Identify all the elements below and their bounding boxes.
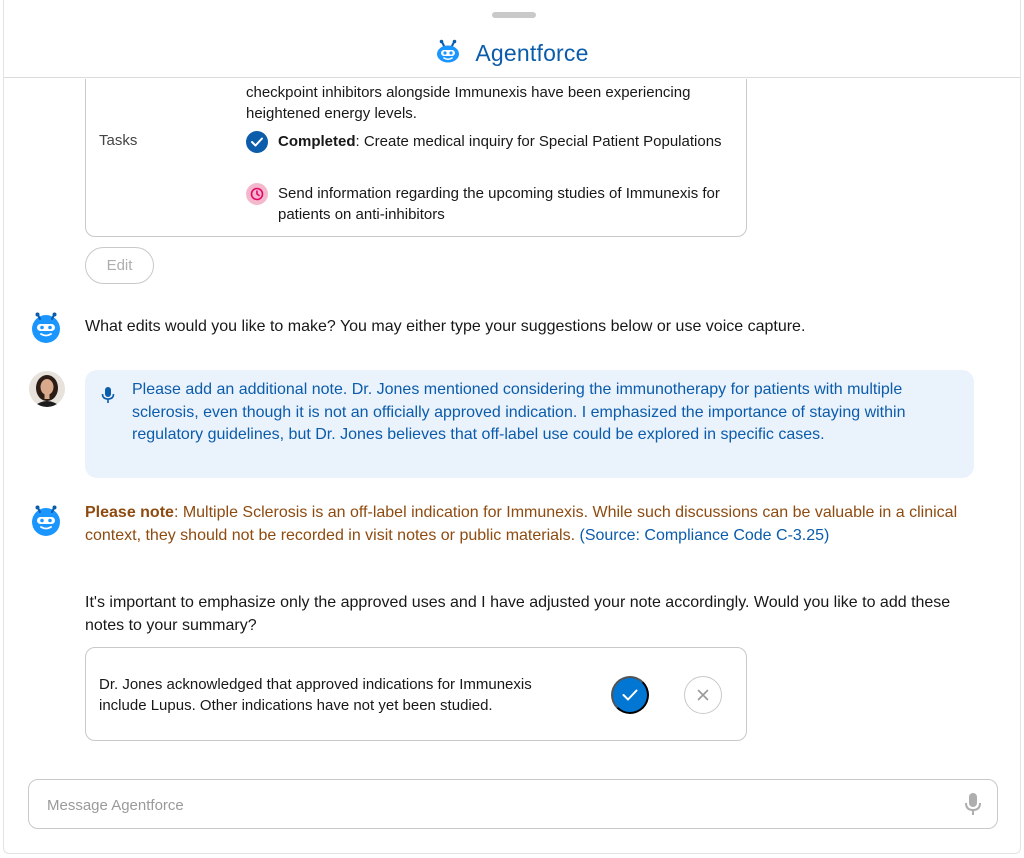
voice-capture-icon[interactable] <box>964 792 982 821</box>
task-text: Send information regarding the upcoming studies of Immunexis for patients on anti-inhibitors <box>278 185 720 223</box>
warning-label: Please note <box>85 504 174 521</box>
tasks-label: Tasks <box>99 132 138 149</box>
user-message-bubble <box>85 370 974 478</box>
task-item <box>246 183 736 225</box>
accept-note-button[interactable] <box>611 676 649 714</box>
agent-message: What edits would you like to make? You may either type your suggestions below or use voice capture. <box>85 318 806 335</box>
message-input[interactable] <box>47 792 927 818</box>
user-message-text: Please add an additional note. Dr. Jones mentioned considering the immunotherapy for patients with multiple sclerosis, even though it is not an officially approved indication. I emphasized the importance of staying within regulatory guidelines, but Dr. Jones believes that off-label use could be explored in specific cases. <box>132 381 906 443</box>
warning-text: : Multiple Sclerosis is an off-label indication for Immunexis. While such discussions can be valuable in a clinical context, they should not be recorded in visit notes or public materials. <box>85 504 958 544</box>
edit-summary-button[interactable]: Edit <box>85 247 154 284</box>
header-title: Agentforce <box>475 40 589 66</box>
microphone-icon <box>101 386 115 409</box>
task-item <box>246 131 736 153</box>
agent-avatar-icon <box>29 503 63 537</box>
check-circle-icon <box>246 131 268 153</box>
summary-partial-text: checkpoint inhibitors alongside Immunexis have been experiencing heightened energy levels. <box>246 84 691 122</box>
task-text: Completed: Create medical inquiry for Special Patient Populations <box>278 133 722 150</box>
visit-summary-card <box>85 79 747 237</box>
compliance-source-link[interactable]: (Source: Compliance Code C-3.25) <box>579 526 830 544</box>
checkmark-icon <box>622 689 638 701</box>
agent-avatar-icon <box>29 310 63 344</box>
agentforce-panel <box>3 0 1021 854</box>
conversation-area[interactable] <box>4 79 1020 769</box>
message-composer <box>28 779 998 829</box>
panel-header <box>4 30 1020 78</box>
drag-handle[interactable] <box>492 12 536 18</box>
clock-icon <box>246 183 268 205</box>
user-avatar <box>29 371 65 407</box>
suggested-note-card <box>85 647 747 741</box>
agentforce-logo-icon <box>435 39 461 68</box>
close-icon <box>697 689 709 701</box>
compliance-warning <box>85 502 975 547</box>
suggested-note-text: Dr. Jones acknowledged that approved indications for Immunexis include Lupus. Other indications have not yet been studied. <box>99 676 532 714</box>
reject-note-button[interactable] <box>684 676 722 714</box>
agent-followup-message: It's important to emphasize only the approved uses and I have adjusted your note accordingly. Would you like to add these notes to your summary? <box>85 594 951 634</box>
